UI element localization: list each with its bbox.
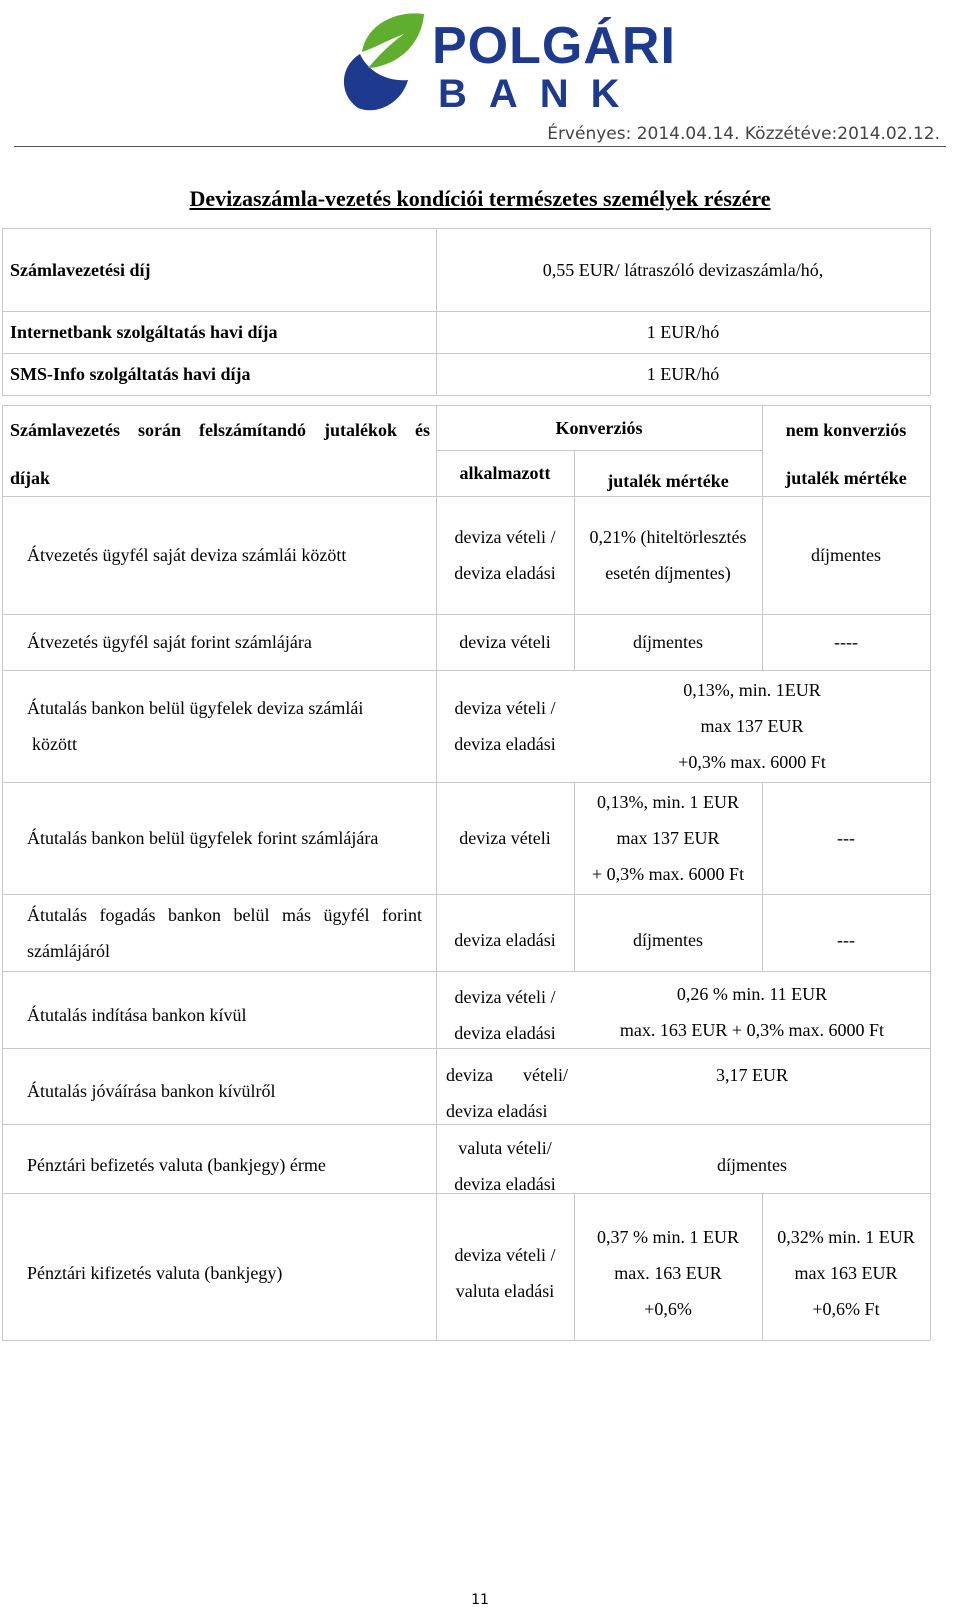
account-fee-value: 0,55 EUR/ látraszóló devizaszámla/hó,	[542, 259, 824, 280]
rate-line: deviza eladási	[454, 930, 556, 950]
logo-name: POLGÁRI	[432, 17, 676, 75]
rate-line: deviza vételi	[459, 632, 551, 652]
row-merged-6	[574, 1056, 930, 1094]
nem-konverzios-line-1: nem konverziós	[785, 420, 907, 440]
document-title: Devizaszámla-vezetés kondíciói természetes személyek részére	[189, 186, 771, 211]
rate-line: deviza vételi /	[454, 698, 556, 718]
row-nonconv-8	[762, 1205, 930, 1340]
nonconv-line: max 163 EUR	[794, 1262, 898, 1283]
row-nonconv-1	[762, 614, 930, 670]
logo-subname: BANK	[438, 72, 642, 116]
row-conv-0	[574, 496, 762, 614]
commission-header-label	[2, 415, 436, 493]
row-label-2	[2, 670, 436, 782]
nonconv-line: díjmentes	[811, 545, 881, 565]
nonconv-line: ---	[837, 930, 855, 950]
nem-konverzios-line-2: jutalék mértéke	[785, 468, 907, 488]
row-rate-0	[436, 496, 574, 614]
rate-line: deviza vételi /	[454, 987, 556, 1007]
conv-line: max 137 EUR	[616, 828, 720, 848]
row-label-line: Pénztári kifizetés valuta (bankjegy)	[27, 1262, 283, 1283]
row-conv-4	[574, 894, 762, 986]
rate-line: deviza vételi /	[454, 527, 556, 547]
row-rate-4	[436, 894, 574, 986]
row-merged-5	[574, 975, 930, 1049]
row-rate-6	[446, 1056, 568, 1130]
row-label-6	[2, 1058, 436, 1124]
row-label-line: Átutalás bankon belül ügyfelek forint számlájára	[27, 828, 379, 848]
rate-line: deviza eladási	[454, 1023, 556, 1043]
row-conv-3	[574, 782, 762, 894]
row-merged-2	[574, 670, 930, 782]
conv-line: + 0,3% max. 6000 Ft	[591, 864, 745, 884]
row-merged-7	[574, 1131, 930, 1199]
conv-line: +0,6%	[644, 1298, 692, 1319]
merged-line: max 137 EUR	[700, 716, 804, 736]
row-label-line: Pénztári befizetés valuta (bankjegy) érme	[27, 1155, 326, 1175]
rate-line: deviza eladási	[446, 1101, 548, 1121]
sms-info-fee-value: 1 EUR/hó	[646, 364, 720, 384]
nonconv-line: 0,32% min. 1 EUR	[777, 1226, 915, 1247]
nem-konverzios-header	[762, 415, 930, 493]
internetbank-fee-label: Internetbank szolgáltatás havi díja	[10, 322, 278, 342]
conv-line: max. 163 EUR	[614, 1262, 722, 1283]
rate-line: deviza eladási	[454, 1174, 556, 1194]
row-label-8	[2, 1205, 436, 1340]
row-label-line: Átvezetés ügyfél saját forint számlájára	[27, 632, 312, 652]
row-label-line: között	[32, 734, 77, 754]
row-nonconv-3	[762, 782, 930, 894]
rate-line: deviza eladási	[454, 563, 556, 583]
rate-line: deviza vételi/	[446, 1065, 568, 1085]
account-fee-label: Számlavezetési díj	[10, 259, 151, 280]
row-label-line: Átutalás fogadás bankon belül más ügyfél forint	[27, 904, 422, 925]
row-rate-3	[436, 782, 574, 894]
row-rate-7	[436, 1130, 574, 1202]
row-label-line: számlájáról	[27, 940, 110, 961]
row-label-5	[2, 981, 436, 1048]
row-nonconv-0	[762, 496, 930, 614]
rate-line: deviza vételi	[459, 828, 551, 848]
page-number: 11	[471, 1592, 489, 1608]
internetbank-fee-value: 1 EUR/hó	[646, 322, 720, 342]
commission-header-line-2: díjak	[10, 468, 51, 488]
validity-date: Érvényes: 2014.04.14. Közzétéve:2014.02.12.	[547, 124, 940, 144]
row-nonconv-4	[762, 894, 930, 986]
rate-line: deviza eladási	[454, 734, 556, 754]
merged-line: +0,3% max. 6000 Ft	[678, 752, 826, 772]
alkalmazott-header: alkalmazott	[459, 463, 551, 483]
row-rate-5	[436, 978, 574, 1052]
nonconv-line: ---	[837, 828, 855, 848]
conv-line: 0,21% (hiteltörlesztés	[589, 527, 747, 547]
row-label-4	[2, 894, 436, 971]
conv-line: díjmentes	[633, 632, 703, 652]
row-label-0	[2, 496, 436, 614]
merged-line: díjmentes	[717, 1155, 787, 1175]
row-label-line: Átutalás jóváírása bankon kívülről	[27, 1081, 276, 1101]
merged-line: max. 163 EUR + 0,3% max. 6000 Ft	[619, 1020, 885, 1040]
rate-line: valuta vételi/	[458, 1138, 552, 1158]
jutalek-header: jutalék mértéke	[607, 471, 729, 491]
bank-logo	[338, 8, 676, 120]
merged-line: 0,26 % min. 11 EUR	[676, 984, 828, 1004]
merged-line: 0,13%, min. 1EUR	[683, 680, 821, 700]
row-label-1	[2, 614, 436, 670]
commission-header-line-1: Számlavezetés során felszámítandó jutalékok és	[10, 420, 430, 440]
header-divider	[14, 146, 946, 147]
rate-line: valuta eladási	[455, 1280, 555, 1301]
row-rate-8	[436, 1205, 574, 1340]
sms-info-fee-label: SMS-Info szolgáltatás havi díja	[10, 364, 251, 384]
conv-line: díjmentes	[633, 930, 703, 950]
row-conv-8	[574, 1205, 762, 1340]
konverzios-header: Konverziós	[555, 417, 643, 438]
conv-line: 0,13%, min. 1 EUR	[597, 792, 739, 812]
conv-line: 0,37 % min. 1 EUR	[597, 1226, 739, 1247]
merged-line: 3,17 EUR	[716, 1065, 788, 1085]
conv-line: esetén díjmentes)	[605, 563, 731, 583]
row-label-line: Átutalás bankon belül ügyfelek deviza számlái	[27, 698, 364, 718]
row-rate-2	[436, 670, 574, 782]
row-conv-1	[574, 614, 762, 670]
nonconv-line: +0,6% Ft	[812, 1298, 880, 1319]
row-label-line: Átutalás indítása bankon kívül	[27, 1004, 247, 1025]
rate-line: deviza vételi /	[454, 1244, 556, 1265]
row-label-7	[2, 1131, 436, 1199]
row-rate-1	[436, 614, 574, 670]
nonconv-line: ----	[834, 632, 858, 652]
row-label-line: Átvezetés ügyfél saját deviza számlái között	[27, 545, 347, 565]
row-label-3	[2, 782, 436, 894]
polgari-logo-mark-icon	[338, 8, 430, 120]
